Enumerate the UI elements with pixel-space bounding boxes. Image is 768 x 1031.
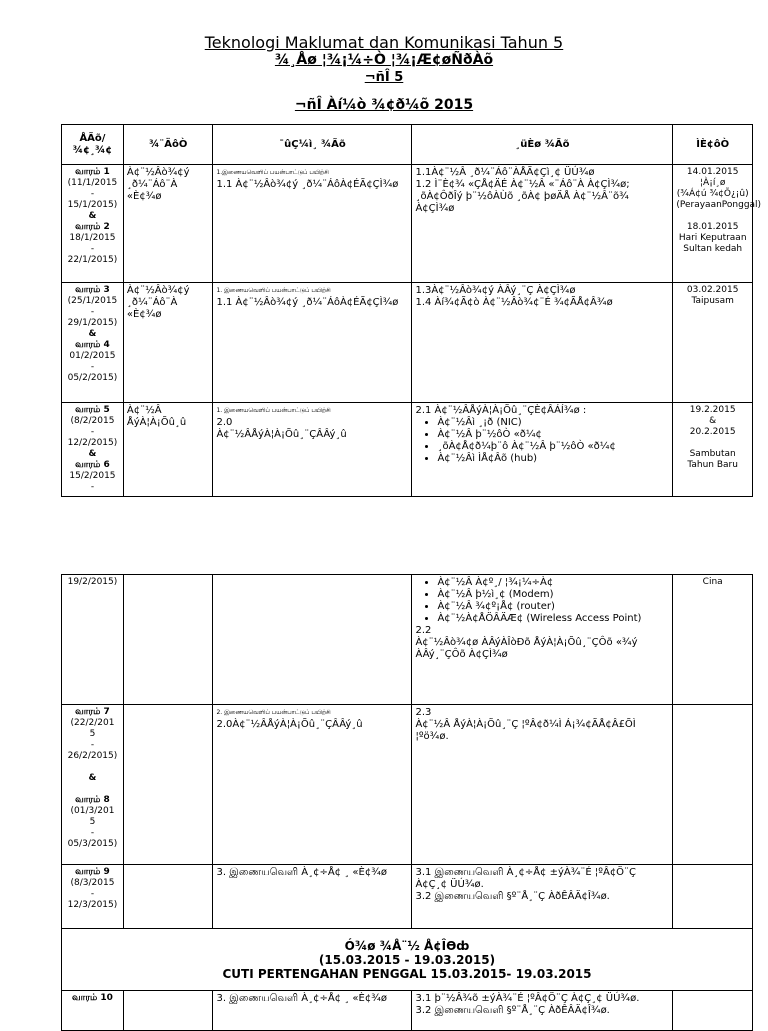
standard-cell	[412, 403, 673, 497]
week-line	[65, 762, 120, 773]
table-row	[62, 991, 753, 1031]
table-row	[62, 165, 753, 283]
week-line	[65, 211, 120, 222]
content-cell-line: 3. இணையவெளி À¸¢÷Å¢ ¸ «È¢¾ø	[216, 993, 387, 1004]
standard-line: 3.2 இணையவெளி §º¨Å¸¨Ç ÀðÊÂÄ¢Î¾ø.	[415, 891, 610, 902]
week-cell	[62, 165, 124, 283]
content-cell	[213, 865, 412, 929]
topic-cell: À¢¨½Â ÅýÀ¦À¡Õû¸û	[123, 403, 213, 497]
notes-cell-line: Hari Keputraan Sultan kedah	[678, 233, 747, 254]
week-label: வாரம் 9	[75, 867, 110, 877]
week-line	[65, 200, 120, 211]
content-cell-line: 2. இணையவெளிப் பயன்பாட்டுப் பயிற்சி	[216, 709, 331, 716]
week-line	[65, 729, 120, 740]
week-line	[65, 405, 120, 416]
standard-cell	[412, 283, 673, 403]
notes-cell-line	[676, 438, 749, 449]
week-line	[65, 828, 120, 839]
week-label: &	[88, 449, 97, 459]
holiday-line: Ó¾ø ¾Å¨½ Å¢ÎӨȸ	[344, 938, 470, 953]
week-label: வாரம் 5	[75, 405, 110, 415]
standard-line: 2.2	[415, 625, 432, 636]
standard-cell-line: 3.1 þ¨½Â¾õ ±ýÀ¾¨É ¦ºÂ¢Ö¨Ç À¢Ç¸¢ ÜÚ¾ø.	[415, 993, 640, 1004]
content-cell-line: 2.0À¢¨½ÂÅýÀ¦À¡Õû¸¨ÇÂÂý¸û	[216, 719, 363, 730]
topic-cell	[123, 705, 213, 865]
week-date: -	[90, 740, 95, 750]
standard-line: 1.4 Àí¾¢Ã¢ò À¢¨½Âò¾¢¨É ¾¢ÃÅ¢Â¾ø	[415, 297, 613, 308]
week-line	[65, 751, 120, 762]
notes-cell-line: 19.2.2015	[689, 405, 736, 415]
notes-cell	[673, 283, 753, 403]
notes-cell	[673, 865, 753, 929]
content-cell-line: 3. இணையவெளி À¸¢÷Å¢ ¸ «È¢¾ø	[216, 867, 387, 878]
standard-line: 1.2 Ì¨È¢¾ «ÇÅ¢ÄÉ À¢¨½Â «¨Áô¨À À¢ÇÌ¾ø; ¸õÀ¢ÔðÎý þ¨½ôÀÙõ ¸õÀ¢ þøÄÅ À¢¨½Â¨õ¾ À¢ÇÌ¾ø	[415, 179, 630, 214]
week-line	[65, 993, 120, 1004]
week-line	[65, 329, 120, 340]
week-date: -	[90, 828, 95, 838]
content-cell	[213, 991, 412, 1031]
notes-cell	[673, 705, 753, 865]
notes-cell-line: Taipusam	[691, 296, 734, 306]
week-date: 01/2/2015	[69, 351, 116, 361]
standard-list-item: • À¢¨½Â À¢º¸/ ¦¾¡¼÷À¢	[437, 577, 669, 589]
week-line	[65, 307, 120, 318]
week-date: -	[90, 889, 95, 899]
table-row	[62, 705, 753, 865]
standard-line: 2.1 À¢¨½ÂÅýÀ¦À¡Õû¸¨ÇÈ¢ÂÁÍ¾ø :	[415, 405, 587, 416]
week-line	[65, 416, 120, 427]
standard-cell-line: 3.2 இணையவெளி §º¨Å¸¨Ç ÀðÊÂÄ¢Î¾ø.	[415, 1005, 610, 1016]
week-cell	[62, 283, 124, 403]
holiday-label: CUTI PERTENGAHAN PENGGAL 15.03.2015- 19.03.2015	[222, 966, 592, 981]
notes-cell	[673, 575, 753, 705]
week-label: வாரம் 4	[75, 340, 110, 350]
standard-line: À¢¨½Âò¾¢ø ÀÂýÀÎòÐõ ÅýÀ¦À¡Õû¸¨ÇÔõ «¾ý ÀÂý¸¨ÇÔõ À¢ÇÌ¾ø	[415, 637, 638, 660]
scheme-table-page2	[61, 574, 753, 1031]
week-date: 5	[89, 729, 96, 739]
standard-line: 2.3	[415, 707, 432, 718]
header-week: ÅÃõ/ ¾¢¸¾¢	[62, 125, 124, 165]
week-cell	[62, 705, 124, 865]
week-date: (11/1/2015	[67, 178, 118, 188]
week-date: (25/1/2015	[67, 296, 118, 306]
week-label: வாரம் 8	[75, 795, 110, 805]
week-label: வாரம் 2	[75, 222, 110, 232]
week-date: 26/2/2015)	[67, 751, 118, 761]
week-line	[65, 460, 120, 471]
week-date: 05/2/2015)	[67, 373, 118, 383]
week-line	[65, 740, 120, 751]
notes-cell-line: &	[709, 416, 717, 426]
week-line	[65, 222, 120, 233]
week-date: (8/2/2015	[70, 416, 115, 426]
standard-cell	[412, 165, 673, 283]
week-line	[65, 340, 120, 351]
week-line	[65, 285, 120, 296]
week-line	[65, 900, 120, 911]
week-cell	[62, 575, 124, 705]
week-line	[65, 167, 120, 189]
week-date: -	[90, 482, 95, 492]
week-line	[65, 878, 120, 889]
standard-cell	[412, 575, 673, 705]
table-row	[62, 575, 753, 705]
week-line	[65, 244, 120, 255]
week-line	[65, 784, 120, 795]
week-label: வாரம் 6	[75, 460, 110, 470]
notes-cell-line: Cina	[702, 577, 723, 587]
holiday-row	[62, 929, 753, 991]
standard-list	[415, 577, 669, 625]
week-date: 5	[89, 817, 96, 827]
content-cell-line: 1.1 À¢¨½Âò¾¢ý ¸ð¼¨ÁôÀ¢ÉÃ¢ÇÌ¾ø	[216, 297, 399, 308]
week-line	[65, 351, 120, 362]
standard-line: À¢¨½Â ÅýÀ¦À¡Õû¸¨Ç ¦ºÂ¢ð¼Ì Á¡¾¢ÃÅ¢Â£ÕÌ ¦ºö¾ø.	[415, 719, 636, 742]
content-cell-line: 1. இணையவெளிப் பயன்பாட்டுப் பயிற்சி	[216, 287, 331, 294]
standard-list-item: • À¢¨½Â ¾¢º¡Å¢ (router)	[437, 601, 669, 613]
content-cell	[213, 575, 412, 705]
week-date: -	[90, 362, 95, 372]
content-cell-line: À¢¨½ÂÅýÀ¦À¡Õû¸¨ÇÂÂý¸û	[216, 429, 347, 440]
week-label: வாரம் 1	[75, 167, 110, 177]
week-line	[65, 427, 120, 438]
week-line	[65, 233, 120, 244]
topic-cell: À¢¨½Âò¾¢ý ¸ð¼¨Áô¨À «È¢¾ø	[123, 165, 213, 283]
standard-line: 1.3À¢¨½Âò¾¢ý ÀÂý¸¨Ç À¢ÇÌ¾ø	[415, 285, 576, 296]
header-standard: ¸üÈø ¾Ãõ	[412, 125, 673, 165]
notes-cell-line	[676, 211, 749, 222]
scheme-table-page1	[61, 124, 762, 497]
standard-line: 3.1 இணையவெளி À¸¢÷Å¢ ±ýÀ¾¨É ¦ºÂ¢Ö¨Ç À¢Ç¸¢ ÜÚ¾ø.	[415, 867, 637, 890]
week-line	[65, 296, 120, 307]
week-date: 05/3/2015)	[67, 839, 118, 849]
week-line	[65, 889, 120, 900]
content-cell	[213, 165, 412, 283]
content-cell	[213, 403, 412, 497]
content-cell-line: 1.இணையவெளிப் பயன்பாட்டுப் பயிற்சி	[216, 169, 329, 176]
standard-cell	[412, 865, 673, 929]
topic-cell	[123, 865, 213, 929]
week-label: &	[88, 329, 97, 339]
topic-cell: À¢¨½Âò¾¢ý ¸ð¼¨Áô¨À «È¢¾ø	[123, 283, 213, 403]
content-cell-line: 2.0	[216, 417, 233, 428]
week-line	[65, 773, 120, 784]
notes-cell-line: 20.2.2015	[689, 427, 736, 437]
week-date: 19/2/2015)	[67, 577, 118, 587]
week-line	[65, 707, 120, 718]
table-header-row	[62, 125, 753, 165]
week-line	[65, 718, 120, 729]
notes-cell-line: (PerayaanPonggal)	[676, 200, 762, 210]
week-label: &	[88, 211, 97, 221]
week-date: (01/3/201	[70, 806, 115, 816]
week-date: 15/2/2015	[69, 471, 116, 481]
topic-cell	[123, 991, 213, 1031]
notes-cell	[673, 991, 753, 1031]
standard-list	[415, 417, 669, 465]
week-line	[65, 362, 120, 373]
content-cell-line: 1. இணையவெளிப் பயன்பாட்டுப் பயிற்சி	[216, 407, 331, 414]
header-content: ¯ûÇ¼ì¸ ¾Ãõ	[213, 125, 412, 165]
week-date: (22/2/201	[70, 718, 115, 728]
standard-list-item: • À¢¨½Âì ¸¡ð (NIC)	[437, 417, 669, 429]
week-line	[65, 373, 120, 384]
week-line	[65, 795, 120, 806]
table-row	[62, 283, 753, 403]
content-cell	[213, 283, 412, 403]
week-cell	[62, 865, 124, 929]
week-line	[65, 482, 120, 493]
content-cell	[213, 705, 412, 865]
week-date: -	[90, 307, 95, 317]
week-label: வாரம் 10	[72, 993, 113, 1003]
standard-list-item: • À¢¨½Â þ¨½ôÒ «ð¼¢	[437, 429, 669, 441]
week-cell	[62, 403, 124, 497]
week-date: 12/2/2015)	[67, 438, 118, 448]
week-date: -	[90, 189, 95, 199]
notes-cell-line: 03.02.2015	[686, 285, 739, 295]
topic-cell	[123, 575, 213, 705]
notes-cell	[673, 403, 753, 497]
notes-cell-line: 14.01.2015	[686, 167, 739, 177]
document-subtitle: ¾¸Åø ¦¾¡¼÷Ò ¦¾¡Æ¢øÑðÀõ	[274, 52, 494, 68]
notes-cell-line: ¦À¡í¸ø	[700, 178, 726, 188]
week-line	[65, 817, 120, 828]
notes-cell-line: (¾Á¢ú ¾¢Õ¿¡û)	[676, 189, 749, 199]
week-date: 29/1/2015)	[67, 318, 118, 328]
document-title: Teknologi Maklumat dan Komunikasi Tahun 5	[204, 33, 564, 52]
content-cell-line: 1.1 À¢¨½Âò¾¢ý ¸ð¼¨ÁôÀ¢ÉÃ¢ÇÌ¾ø	[216, 179, 399, 190]
standard-line: 1.1À¢¨½Â ¸ð¼¨Áô¨ÀÅÃ¢Çì¸¢ ÜÚ¾ø	[415, 167, 595, 178]
standard-list-item: • ¸õÀ¢Å¢ð¼þ¨ô À¢¨½Â þ¨½ôÒ «ð¼¢	[437, 441, 669, 453]
week-date: (8/3/2015	[70, 878, 115, 888]
notes-cell-line: Sambutan Tahun Baru	[687, 449, 738, 470]
week-date: 15/1/2015)	[67, 200, 118, 210]
notes-cell-line: 18.01.2015	[686, 222, 739, 232]
week-line	[65, 577, 120, 588]
week-date: 22/1/2015)	[67, 255, 118, 265]
week-line	[65, 449, 120, 460]
table-row	[62, 865, 753, 929]
week-line	[65, 318, 120, 329]
week-line	[65, 189, 120, 200]
table-row	[62, 403, 753, 497]
week-label: வாரம் 7	[75, 707, 110, 717]
week-line	[65, 438, 120, 449]
week-line	[65, 839, 120, 850]
week-line	[65, 471, 120, 482]
standard-list-item: • À¢¨½Â þ½ì¸¢ (Modem)	[437, 589, 669, 601]
document-plan-heading: ¬ñÎ Àí¼ò ¾¢ð¼õ 2015	[294, 97, 474, 113]
notes-cell	[673, 165, 762, 283]
header-notes: ÌÈ¢ôÒ	[673, 125, 753, 165]
week-label: &	[88, 773, 97, 783]
week-date: 18/1/2015	[69, 233, 116, 243]
holiday-dates: (15.03.2015 - 19.03.2015)	[318, 952, 496, 967]
week-date: -	[90, 427, 95, 437]
holiday-cell	[62, 929, 753, 991]
week-line	[65, 806, 120, 817]
week-date: 12/3/2015)	[67, 900, 118, 910]
week-line	[65, 255, 120, 266]
header-topic: ¾¨ÄôÒ	[123, 125, 213, 165]
week-date: -	[90, 244, 95, 254]
week-cell	[62, 991, 124, 1031]
standard-list-item: • À¢¨½À¢ÅÖÂÄÆ¢ (Wireless Access Point)	[437, 613, 669, 625]
standard-cell	[412, 705, 673, 865]
standard-list-item: • À¢¨½Âì ÌÅ¢Âõ (hub)	[437, 453, 669, 465]
document-year: ¬ñÎ 5	[364, 70, 404, 85]
standard-cell	[412, 991, 673, 1031]
week-label: வாரம் 3	[75, 285, 110, 295]
week-line	[65, 867, 120, 878]
